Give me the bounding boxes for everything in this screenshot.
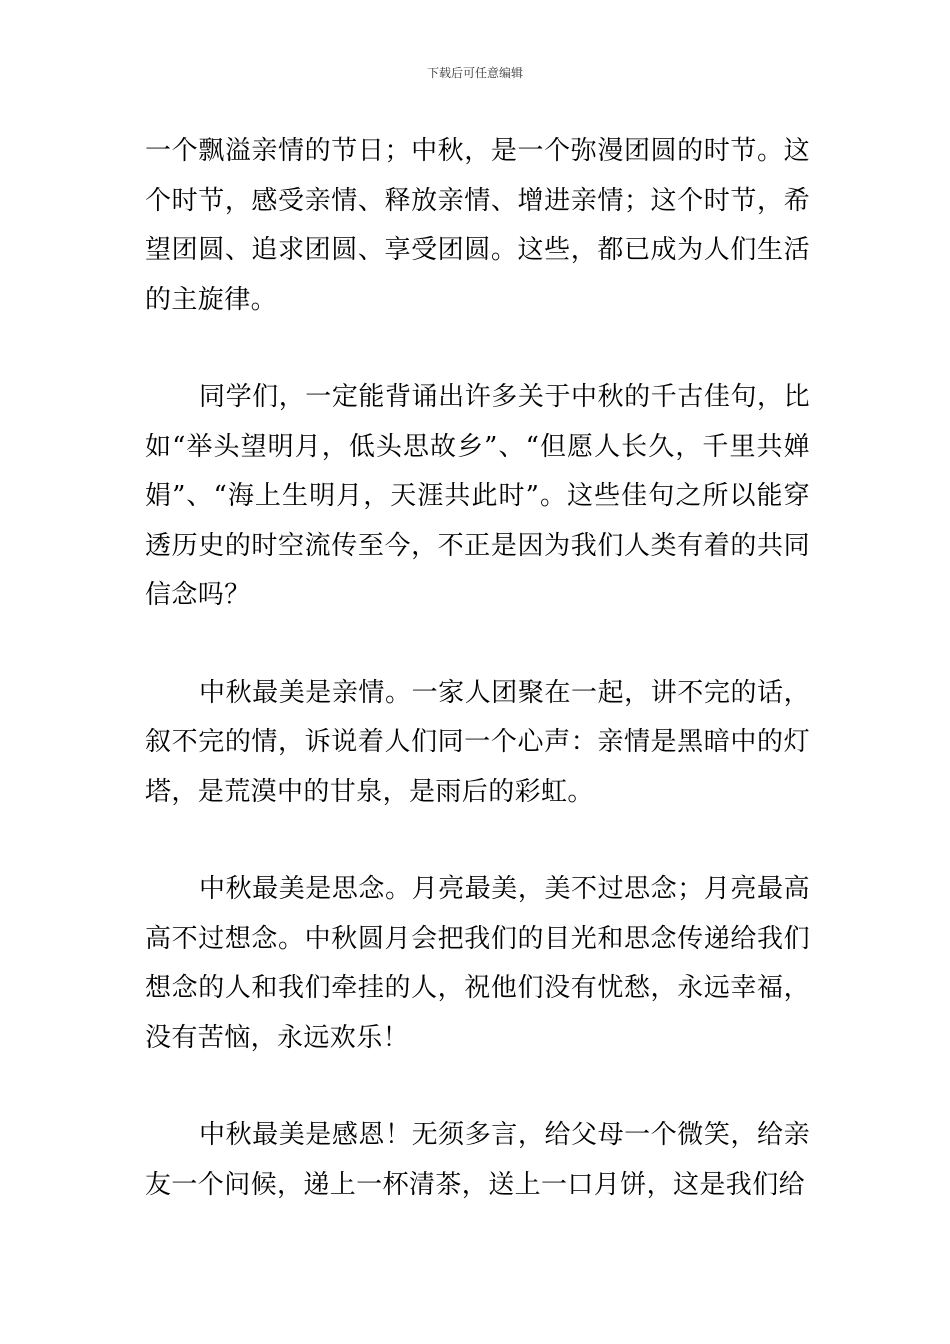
paragraph-2: 同学们，一定能背诵出许多关于中秋的千古佳句，比如“举头望明月，低头思故乡”、“但愿人长久，千里共婵娟”、“海上生明月，天涯共此时”。这些佳句之所以能穿透历史的时空流传至今，不正是因为我们人类有着的共同信念吗？ xyxy=(145,382,810,610)
document-body xyxy=(145,127,810,1210)
paragraph-5: 中秋最美是感恩！无须多言，给父母一个微笑，给亲友一个问候，递上一杯清茶，送上一口月饼，这是我们给 xyxy=(145,1120,810,1200)
paragraph-1: 一个飘溢亲情的节日；中秋，是一个弥漫团圆的时节。这个时节，感受亲情、释放亲情、增进亲情；这个时节，希望团圆、追求团圆、享受团圆。这些，都已成为人们生活的主旋律。 xyxy=(145,136,810,315)
paragraph-3: 中秋最美是亲情。一家人团聚在一起，讲不完的话，叙不完的情，诉说着人们同一个心声：亲情是黑暗中的灯塔，是荒漠中的甘泉，是雨后的彩虹。 xyxy=(145,677,810,807)
page-header: 下载后可任意编辑 xyxy=(426,66,523,80)
paragraph-4: 中秋最美是思念。月亮最美，美不过思念；月亮最高高不过想念。中秋圆月会把我们的目光和思念传递给我们想念的人和我们牵挂的人，祝他们没有忧愁，永远幸福，没有苦恼，永远欢乐！ xyxy=(145,874,810,1053)
